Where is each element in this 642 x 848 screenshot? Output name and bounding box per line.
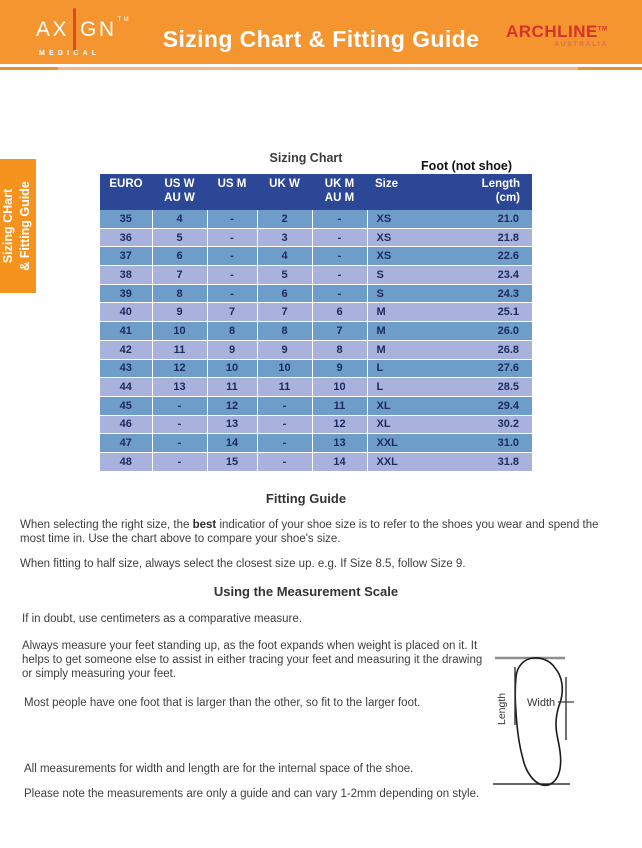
table-cell: - (152, 452, 207, 471)
table-cell: 5 (257, 266, 312, 285)
table-cell: 35 (100, 210, 152, 228)
table-cell: 5 (152, 228, 207, 247)
table-cell: 7 (207, 303, 257, 322)
table-cell: 28.5 (438, 378, 532, 397)
table-cell: - (207, 284, 257, 303)
table-cell: 11 (207, 378, 257, 397)
side-tab (0, 159, 36, 293)
column-header: Size (367, 174, 438, 210)
table-cell: XS (367, 228, 438, 247)
column-header: Length (cm) (438, 174, 532, 210)
table-cell: 3 (257, 228, 312, 247)
measurement-scale-heading: Using the Measurement Scale (213, 584, 399, 599)
table-row (100, 452, 532, 471)
table-cell: XXL (367, 452, 438, 471)
side-tab-line2: & Fitting Guide (18, 181, 32, 271)
table-cell: 39 (100, 284, 152, 303)
table-cell: 15 (207, 452, 257, 471)
measurement-paragraph-1: If in doubt, use centimeters as a comparative measure. (22, 613, 302, 625)
measurement-paragraph-2: Always measure your feet standing up, as the foot expands when weight is placed on it. It helps to get someone else to assist in either tracing your feet and measuring it the drawing or simply measuring your feet. (22, 640, 483, 680)
table-cell: 12 (207, 396, 257, 415)
sizing-chart-title: Sizing Chart (269, 151, 343, 165)
table-cell: - (257, 415, 312, 434)
table-cell: - (257, 396, 312, 415)
table-cell: - (152, 415, 207, 434)
table-cell: 31.0 (438, 434, 532, 453)
table-cell: M (367, 340, 438, 359)
archline-wordmark (506, 22, 612, 42)
table-cell: 26.0 (438, 322, 532, 341)
paragraph-text: indicatior of your shoe size is to refer to the shoes you wear and spend the most time in. Use the chart above to compare your shoe's size. (20, 519, 599, 545)
header-divider-line (0, 67, 642, 70)
table-cell: XL (367, 396, 438, 415)
table-cell: - (207, 228, 257, 247)
table-row (100, 396, 532, 415)
table-cell: 6 (152, 247, 207, 266)
table-cell: 8 (312, 340, 367, 359)
measurement-paragraph-5: Please note the measurements are only a guide and can vary 1-2mm depending on style. (24, 788, 480, 800)
table-cell: 10 (312, 378, 367, 397)
table-cell: 7 (257, 303, 312, 322)
table-cell: XXL (367, 434, 438, 453)
sizing-chart-table (100, 174, 532, 472)
measurement-paragraph-3: Most people have one foot that is larger than the other, so fit to the larger foot. (24, 697, 421, 709)
table-row (100, 434, 532, 453)
table-cell: 11 (312, 396, 367, 415)
table-cell: 37 (100, 247, 152, 266)
table-cell: 14 (207, 434, 257, 453)
width-label: Width (527, 697, 556, 709)
table-cell: - (207, 247, 257, 266)
table-row (100, 378, 532, 397)
table-cell: 4 (152, 210, 207, 228)
table-row (100, 247, 532, 266)
table-cell: 26.8 (438, 340, 532, 359)
fitting-guide-paragraph-1 (20, 518, 608, 546)
table-row (100, 228, 532, 247)
table-cell: 45 (100, 396, 152, 415)
table-cell: - (257, 452, 312, 471)
table-cell: 47 (100, 434, 152, 453)
table-cell: 6 (257, 284, 312, 303)
table-cell: - (207, 210, 257, 228)
column-header: US M (207, 174, 257, 210)
table-cell: 8 (207, 322, 257, 341)
table-cell: 4 (257, 247, 312, 266)
table-cell: L (367, 359, 438, 378)
table-cell: 24.3 (438, 284, 532, 303)
table-cell: XS (367, 247, 438, 266)
table-row (100, 210, 532, 228)
table-cell: 7 (312, 322, 367, 341)
table-cell: 38 (100, 266, 152, 285)
table-cell: 43 (100, 359, 152, 378)
table-cell: L (367, 378, 438, 397)
table-cell: 29.4 (438, 396, 532, 415)
column-header: UK M AU M (312, 174, 367, 210)
table-cell: 40 (100, 303, 152, 322)
fitting-guide-paragraph-2: When fitting to half size, always select the closest size up. e.g. If Size 8.5, follow Size 9. (20, 558, 466, 570)
table-cell: 2 (257, 210, 312, 228)
archline-text: ARCHLINE (506, 22, 598, 41)
trademark-symbol: TM (117, 17, 132, 23)
table-row (100, 266, 532, 285)
side-tab-label (0, 159, 36, 293)
table-cell: 10 (257, 359, 312, 378)
table-cell: 10 (207, 359, 257, 378)
table-cell: 30.2 (438, 415, 532, 434)
table-cell: - (207, 266, 257, 285)
archline-logo (506, 22, 612, 48)
table-cell: - (312, 228, 367, 247)
foot-measurement-diagram (488, 645, 620, 800)
table-cell: XS (367, 210, 438, 228)
table-cell: XL (367, 415, 438, 434)
table-cell: 9 (257, 340, 312, 359)
column-header: UK W (257, 174, 312, 210)
table-cell: 36 (100, 228, 152, 247)
table-cell: 6 (312, 303, 367, 322)
table-cell: 8 (152, 284, 207, 303)
foot-outline (515, 658, 562, 786)
table-header-row (100, 174, 532, 210)
table-cell: 14 (312, 452, 367, 471)
table-cell: - (312, 247, 367, 266)
table-cell: 11 (152, 340, 207, 359)
table-cell: - (312, 284, 367, 303)
measurement-paragraph-4: All measurements for width and length are for the internal space of the shoe. (24, 763, 414, 775)
table-cell: 27.6 (438, 359, 532, 378)
table-cell: 9 (312, 359, 367, 378)
fitting-guide-heading: Fitting Guide (265, 491, 347, 506)
table-cell: 9 (207, 340, 257, 359)
table-cell: 11 (257, 378, 312, 397)
column-header: US W AU W (152, 174, 207, 210)
table-cell: 42 (100, 340, 152, 359)
table-cell: M (367, 322, 438, 341)
table-cell: 44 (100, 378, 152, 397)
table-cell: 13 (312, 434, 367, 453)
table-cell: 12 (152, 359, 207, 378)
bold-text: best (192, 519, 217, 531)
table-cell: 13 (152, 378, 207, 397)
table-cell: 25.1 (438, 303, 532, 322)
paragraph-text: When selecting the right size, the (20, 519, 193, 531)
table-cell: 7 (152, 266, 207, 285)
table-row (100, 340, 532, 359)
table-cell: - (312, 266, 367, 285)
table-cell: 48 (100, 452, 152, 471)
table-cell: 21.0 (438, 210, 532, 228)
table-cell: - (257, 434, 312, 453)
axign-medical-label: MEDICAL (39, 50, 101, 57)
table-row (100, 303, 532, 322)
table-row (100, 322, 532, 341)
column-header: EURO (100, 174, 152, 210)
foot-not-shoe-label: Foot (not shoe) (421, 159, 512, 173)
table-cell: S (367, 266, 438, 285)
table-row (100, 415, 532, 434)
table-row (100, 359, 532, 378)
trademark-symbol: TM (597, 26, 608, 33)
table-cell: 10 (152, 322, 207, 341)
header-banner (0, 0, 642, 64)
table-cell: - (312, 210, 367, 228)
table-cell: 8 (257, 322, 312, 341)
table-cell: 21.8 (438, 228, 532, 247)
page-title: Sizing Chart & Fitting Guide (162, 26, 480, 52)
axign-word-left: AX (36, 18, 70, 41)
table-cell: 13 (207, 415, 257, 434)
table-cell: 46 (100, 415, 152, 434)
table-cell: 31.8 (438, 452, 532, 471)
side-tab-line1: Sizing CHart (1, 188, 15, 264)
archline-australia-label: AUSTRALIA (554, 41, 608, 48)
table-cell: - (152, 434, 207, 453)
axign-word-right: GN (80, 18, 117, 41)
length-label: Length (496, 692, 508, 725)
table-cell: 22.6 (438, 247, 532, 266)
table-cell: 12 (312, 415, 367, 434)
table-cell: - (152, 396, 207, 415)
table-row (100, 284, 532, 303)
table-cell: 41 (100, 322, 152, 341)
table-cell: S (367, 284, 438, 303)
table-cell: M (367, 303, 438, 322)
table-cell: 23.4 (438, 266, 532, 285)
table-cell: 9 (152, 303, 207, 322)
